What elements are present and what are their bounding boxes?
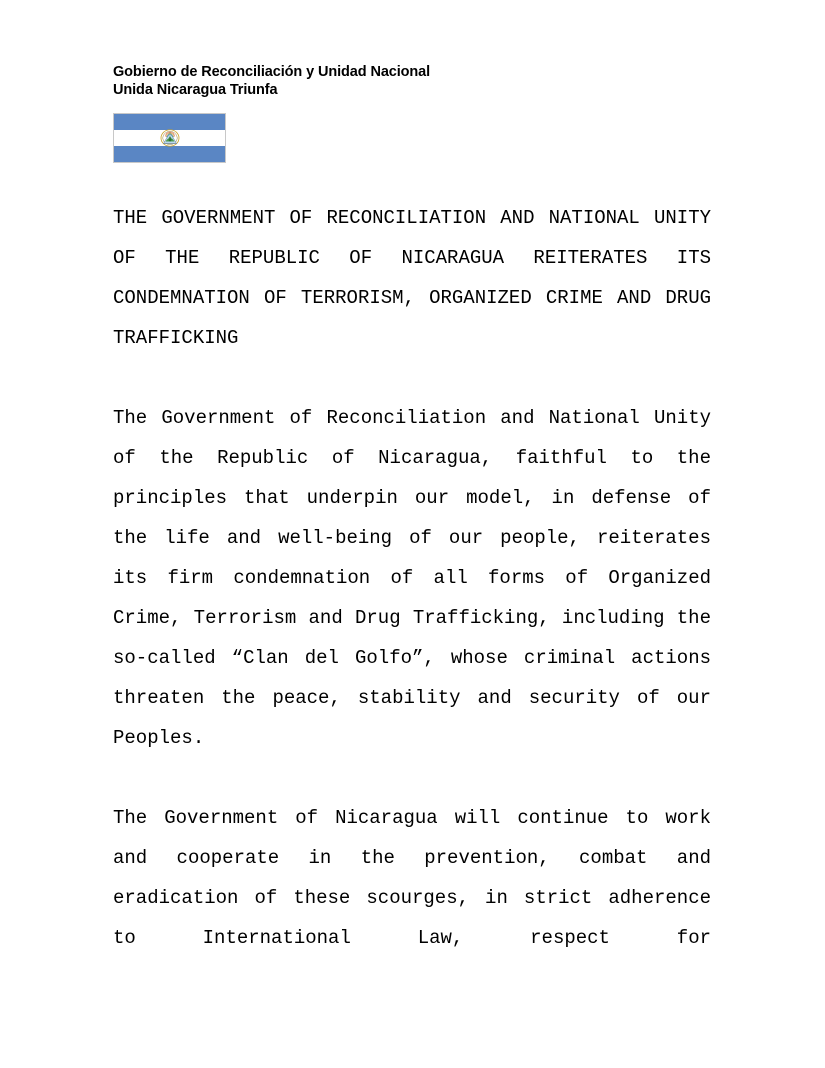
document-title: THE GOVERNMENT OF RECONCILIATION AND NATIONAL UNITY OF THE REPUBLIC OF NICARAGUA REITERATES ITS CONDEMNATION OF TERRORISM, ORGANIZED CRIME AND DRUG TRAFFICKING xyxy=(113,207,711,349)
nicaragua-flag-image xyxy=(113,113,226,163)
flag-band-top xyxy=(114,114,225,130)
flag-band-middle xyxy=(114,130,225,146)
nicaragua-coat-of-arms-icon xyxy=(160,129,179,146)
letterhead xyxy=(113,64,713,99)
letterhead-line-2: Unida Nicaragua Triunfa xyxy=(113,81,278,98)
body-paragraph-1: The Government of Reconciliation and National Unity of the Republic of Nicaragua, faithful to the principles that underpin our model, in defense of the life and well-being of our people, reiterates its firm condemnation of all forms of Organized Crime, Terrorism and Drug Trafficking, including the so-called “Clan del Golfo”, whose criminal actions threaten the peace, stability and security of our Peoples. xyxy=(113,407,711,749)
document-body xyxy=(113,198,711,1038)
letterhead-line-1: Gobierno de Reconciliación y Unidad Nacional xyxy=(113,64,431,80)
flag-band-bottom xyxy=(114,146,225,162)
body-paragraph-2: The Government of Nicaragua will continue to work and cooperate in the prevention, combat and eradication of these scourges, in strict adherence to International Law, respect for xyxy=(113,807,711,949)
